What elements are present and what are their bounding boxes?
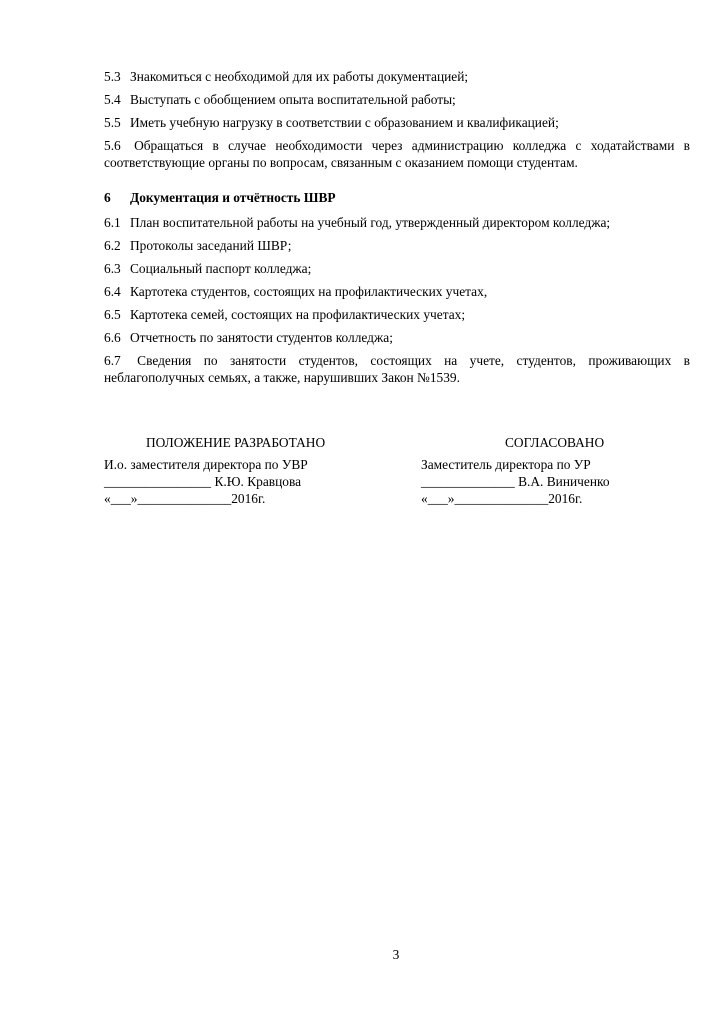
signature-agreed — [421, 434, 691, 507]
item-text: Иметь учебную нагрузку в соответствии с образованием и квалификацией; — [130, 115, 559, 130]
item-number: 5.4 — [104, 92, 121, 107]
item-number: 6.1 — [104, 215, 121, 230]
list-item — [104, 306, 690, 323]
item-text: Отчетность по занятости студентов колледжа; — [130, 330, 393, 345]
signer-position: И.о. заместителя директора по УВР — [104, 457, 308, 472]
item-number: 6.3 — [104, 261, 121, 276]
section-heading — [104, 189, 690, 206]
signature-developed — [104, 434, 384, 507]
item-number: 6.6 — [104, 330, 121, 345]
list-item — [104, 352, 690, 386]
list-item — [104, 260, 690, 277]
item-text: Социальный паспорт колледжа; — [130, 261, 312, 276]
signature-title: ПОЛОЖЕНИЕ РАЗРАБОТАНО — [146, 435, 326, 450]
list-item — [104, 329, 690, 346]
list-item — [104, 114, 690, 131]
list-item — [104, 137, 690, 171]
section-number: 6 — [104, 190, 111, 205]
item-number: 6.4 — [104, 284, 121, 299]
signature-line: ______________ В.А. Виниченко — [421, 474, 610, 489]
list-item — [104, 237, 690, 254]
page-number: 3 — [392, 947, 400, 962]
signer-position: Заместитель директора по УР — [421, 457, 591, 472]
item-text: Выступать с обобщением опыта воспитательной работы; — [130, 92, 456, 107]
item-text: Обращаться в случае необходимости через администрацию колледжа с ходатайствами в соответствующие органы по вопросам, связанным с оказанием помощи студентам. — [104, 138, 690, 170]
item-number: 5.3 — [104, 69, 121, 84]
document-body — [104, 68, 690, 392]
item-text: Картотека семей, состоящих на профилактических учетах; — [130, 307, 466, 322]
item-text: Сведения по занятости студентов, состоящих на учете, студентов, проживающих в неблагополучных семьях, а также, нарушивших Закон №1539. — [104, 353, 690, 385]
item-text: Знакомиться с необходимой для их работы документацией; — [130, 69, 469, 84]
item-text: План воспитательной работы на учебный год, утвержденный директором колледжа; — [130, 215, 611, 230]
item-text: Картотека студентов, состоящих на профилактических учетах, — [130, 284, 488, 299]
date-line: «___»______________2016г. — [421, 491, 583, 506]
section-title: Документация и отчётность ШВР — [130, 190, 336, 205]
list-item — [104, 214, 690, 231]
item-number: 6.5 — [104, 307, 121, 322]
list-item — [104, 68, 690, 85]
signature-line: ________________ К.Ю. Кравцова — [104, 474, 302, 489]
signature-title: СОГЛАСОВАНО — [505, 435, 605, 450]
item-number: 6.7 — [104, 353, 121, 368]
item-number: 5.5 — [104, 115, 121, 130]
item-text: Протоколы заседаний ШВР; — [130, 238, 292, 253]
item-number: 6.2 — [104, 238, 121, 253]
list-item — [104, 91, 690, 108]
item-number: 5.6 — [104, 138, 121, 153]
date-line: «___»______________2016г. — [104, 491, 266, 506]
list-item — [104, 283, 690, 300]
